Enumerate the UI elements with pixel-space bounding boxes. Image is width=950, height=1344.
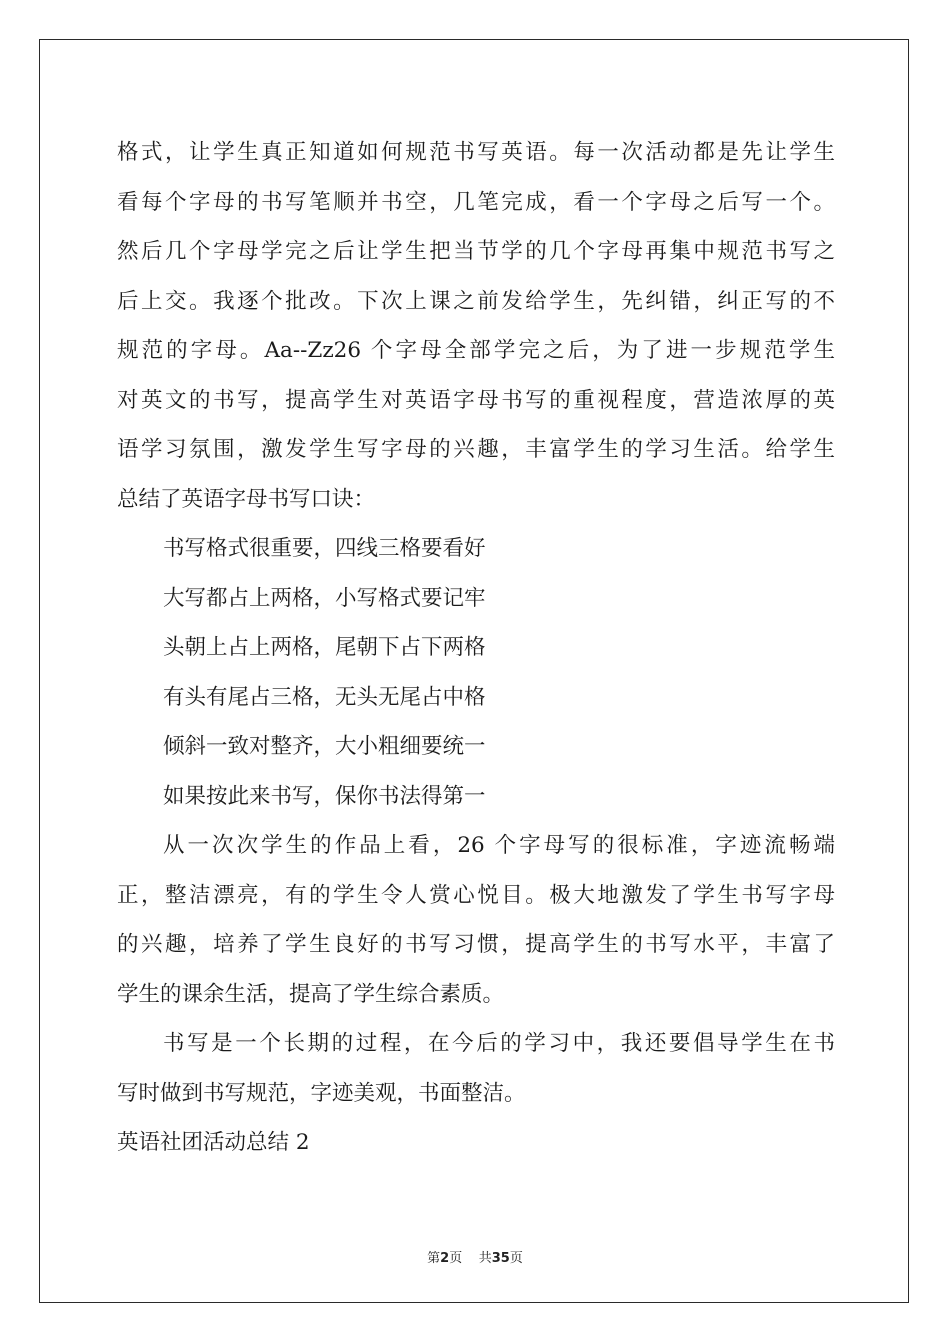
page-number: 2 <box>440 1251 450 1266</box>
paragraph-line: 正，整洁漂亮，有的学生令人赏心悦目。极大地激发了学生书写字母 <box>117 882 835 908</box>
paragraph-line: 写时做到书写规范，字迹美观，书面整洁。 <box>117 1080 526 1106</box>
total-prefix: 共 <box>478 1251 492 1266</box>
page-prefix: 第 <box>427 1251 441 1266</box>
paragraph-line: 规范的字母。Aa--Zz26 个字母全部学完之后，为了进一步规范学生 <box>117 338 835 363</box>
verse-line: 头朝上占上两格，尾朝下占下两格 <box>163 635 486 660</box>
paragraph-line: 后上交。我逐个批改。下次上课之前发给学生，先纠错，纠正写的不 <box>117 288 835 314</box>
verse-line: 倾斜一致对整齐，大小粗细要统一 <box>163 734 486 759</box>
paragraph-line: 的兴趣，培养了学生良好的书写习惯，提高学生的书写水平，丰富了 <box>117 932 835 957</box>
total-suffix: 页 <box>509 1251 523 1266</box>
paragraph-line: 然后几个字母学完之后让学生把当节学的几个字母再集中规范书写之 <box>117 239 835 264</box>
paragraph-line: 书写是一个长期的过程，在今后的学习中，我还要倡导学生在书 <box>163 1031 835 1056</box>
page-footer <box>0 1247 950 1266</box>
page-suffix: 页 <box>449 1251 463 1266</box>
paragraph-line: 对英文的书写，提高学生对英语字母书写的重视程度，营造浓厚的英 <box>117 387 835 413</box>
paragraph-line: 学生的课余生活，提高了学生综合素质。 <box>117 981 505 1007</box>
verse-line: 有头有尾占三格，无头无尾占中格 <box>163 684 486 710</box>
section-heading: 英语社团活动总结 2 <box>117 1130 310 1155</box>
verse-line: 如果按此来书写，保你书法得第一 <box>163 783 486 809</box>
paragraph-line: 格式，让学生真正知道如何规范书写英语。每一次活动都是先让学生 <box>117 140 835 165</box>
paragraph-line: 总结了英语字母书写口诀： <box>117 486 376 512</box>
total-pages: 35 <box>491 1251 510 1266</box>
verse-line: 书写格式很重要，四线三格要看好 <box>163 536 486 561</box>
paragraph-line: 看每个字母的书写笔顺并书空，几笔完成，看一个字母之后写一个。 <box>117 189 835 215</box>
document-body <box>117 128 835 1168</box>
paragraph-line: 从一次次学生的作品上看，26 个字母写的很标准，字迹流畅端 <box>163 833 835 858</box>
verse-line: 大写都占上两格，小写格式要记牢 <box>163 585 486 611</box>
paragraph-line: 语学习氛围，激发学生写字母的兴趣，丰富学生的学习生活。给学生 <box>117 437 835 462</box>
